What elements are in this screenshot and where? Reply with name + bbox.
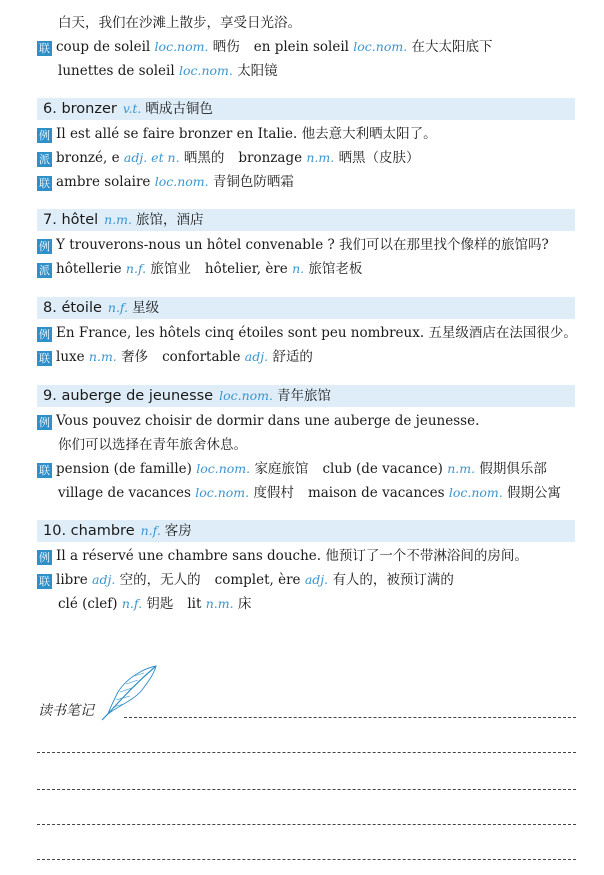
- feather-icon: [98, 662, 162, 722]
- headword-meaning: 青年旅馆: [277, 388, 332, 404]
- notes-line[interactable]: [124, 717, 576, 718]
- derived-tag: 派: [39, 264, 50, 277]
- related-meaning: 钥匙: [146, 596, 174, 612]
- example-text: Il est allé se faire bronzer en Italie. 他去意大利晒太阳了。: [56, 126, 437, 142]
- related-term: pension (de famille): [56, 461, 192, 477]
- related-meaning: 假期公寓: [507, 485, 562, 501]
- related-line: [37, 172, 294, 192]
- related-meaning: 床: [237, 596, 252, 612]
- example-text: Y trouverons-nous un hôtel convenable ? 我们可以在那里找个像样的旅馆吗?: [56, 237, 549, 253]
- part-of-speech: n.m.: [88, 349, 117, 364]
- derived-term: bronzage: [238, 150, 303, 166]
- part-of-speech: adj.: [304, 572, 329, 587]
- derived-meaning: 晒黑（皮肤）: [338, 150, 420, 166]
- related-meaning: 舒适的: [272, 349, 313, 365]
- headword-meaning: 旅馆，酒店: [136, 212, 204, 228]
- related-line: [58, 483, 561, 503]
- part-of-speech: n.m.: [205, 596, 234, 611]
- related-tag: 联: [39, 575, 50, 588]
- example-line: [37, 323, 577, 343]
- headword-meaning: 客房: [164, 523, 192, 539]
- related-term: confortable: [162, 349, 241, 365]
- part-of-speech: adj. et n.: [123, 150, 180, 165]
- related-term: lunettes de soleil: [58, 63, 175, 79]
- related-term: luxe: [56, 349, 85, 365]
- related-meaning: 在大太阳底下: [411, 39, 493, 55]
- related-line: [58, 61, 278, 81]
- related-term: en plein soleil: [253, 39, 349, 55]
- related-tag: 联: [39, 42, 50, 55]
- notes-title: 读书笔记: [38, 703, 94, 719]
- headword-meaning: 晒成古铜色: [145, 101, 213, 117]
- intro-sentence: 白天，我们在沙滩上散步，享受日光浴。: [58, 15, 301, 31]
- example-tag: 例: [39, 416, 50, 429]
- part-of-speech: adj.: [92, 572, 116, 587]
- part-of-speech: n.m.: [447, 461, 476, 476]
- derived-meaning: 旅馆老板: [308, 261, 363, 277]
- related-line: [37, 459, 547, 479]
- headword: 6. bronzer: [43, 101, 117, 117]
- entry-header: [37, 520, 575, 542]
- derived-term: hôtellerie: [56, 261, 122, 277]
- related-term: club (de vacance): [322, 461, 443, 477]
- related-line: [37, 37, 492, 57]
- related-term: maison de vacances: [307, 485, 445, 501]
- part-of-speech: loc.nom.: [219, 388, 274, 403]
- part-of-speech: loc.nom.: [178, 63, 233, 78]
- example-tag: 例: [39, 328, 50, 341]
- part-of-speech: loc.nom.: [154, 174, 209, 189]
- part-of-speech: loc.nom.: [448, 485, 503, 500]
- part-of-speech: n.f.: [140, 523, 161, 538]
- related-tag: 联: [39, 177, 50, 190]
- related-meaning: 假期俱乐部: [479, 461, 547, 477]
- entry-header: [37, 98, 575, 120]
- headword: 10. chambre: [43, 523, 135, 539]
- headword: 8. étoile: [43, 300, 102, 316]
- part-of-speech: n.f.: [121, 596, 143, 611]
- notes-line[interactable]: [37, 752, 576, 753]
- related-line: [37, 570, 454, 590]
- related-line: [58, 594, 251, 614]
- part-of-speech: loc.nom.: [195, 485, 250, 500]
- related-term: lit: [187, 596, 202, 612]
- derived-term: bronzé, e: [56, 150, 120, 166]
- related-term: libre: [56, 572, 88, 588]
- example-text: Vous pouvez choisir de dormir dans une auberge de jeunesse.: [56, 413, 480, 429]
- part-of-speech: n.m.: [306, 150, 335, 165]
- related-meaning: 青铜色防晒霜: [212, 174, 294, 190]
- part-of-speech: loc.nom.: [154, 39, 209, 54]
- part-of-speech: n.f.: [107, 300, 129, 315]
- headword: 9. auberge de jeunesse: [43, 388, 214, 404]
- related-meaning: 太阳镜: [237, 63, 278, 79]
- example-line: [37, 235, 549, 255]
- headword-meaning: 星级: [132, 300, 160, 316]
- notes-line[interactable]: [37, 859, 576, 860]
- example-tag: 例: [39, 129, 50, 142]
- part-of-speech: adj.: [244, 349, 269, 364]
- derived-tag: 派: [39, 153, 50, 166]
- derived-line: [37, 148, 420, 168]
- headword: 7. hôtel: [43, 212, 99, 228]
- example-translation: 你们可以选择在青年旅舍休息。: [58, 437, 247, 453]
- related-meaning: 奢侈: [121, 349, 149, 365]
- related-term: clé (clef): [58, 596, 118, 612]
- example-text: Il a réservé une chambre sans douche. 他预订了一个不带淋浴间的房间。: [56, 548, 528, 564]
- example-line: [37, 411, 479, 431]
- related-tag: 联: [39, 352, 50, 365]
- part-of-speech: loc.nom.: [196, 461, 251, 476]
- related-meaning: 度假村: [253, 485, 294, 501]
- part-of-speech: loc.nom.: [353, 39, 408, 54]
- entry-header: [37, 209, 575, 231]
- part-of-speech: n.: [292, 261, 305, 276]
- related-meaning: 有人的，被预订满的: [332, 572, 454, 588]
- entry-header: [37, 297, 575, 319]
- derived-line: [37, 259, 362, 279]
- related-meaning: 家庭旅馆: [254, 461, 309, 477]
- notes-line[interactable]: [37, 789, 576, 790]
- entry-header: [37, 385, 575, 407]
- related-meaning: 空的，无人的: [119, 572, 201, 588]
- derived-meaning: 晒黑的: [183, 150, 225, 166]
- example-text: En France, les hôtels cinq étoiles sont peu nombreux. 五星级酒店在法国很少。: [56, 325, 577, 341]
- example-tag: 例: [39, 240, 50, 253]
- related-line: [37, 347, 313, 367]
- related-term: ambre solaire: [56, 174, 151, 190]
- related-term: coup de soleil: [56, 39, 151, 55]
- related-term: complet, ère: [214, 572, 301, 588]
- part-of-speech: n.f.: [125, 261, 147, 276]
- related-meaning: 晒伤: [212, 39, 240, 55]
- related-term: village de vacances: [58, 485, 191, 501]
- related-tag: 联: [39, 464, 50, 477]
- example-tag: 例: [39, 551, 50, 564]
- example-line: [37, 124, 437, 144]
- derived-meaning: 旅馆业: [150, 261, 191, 277]
- derived-term: hôtelier, ère: [204, 261, 288, 277]
- part-of-speech: n.m.: [104, 212, 132, 227]
- example-line: [37, 546, 528, 566]
- notes-line[interactable]: [37, 824, 576, 825]
- part-of-speech: v.t.: [122, 101, 142, 116]
